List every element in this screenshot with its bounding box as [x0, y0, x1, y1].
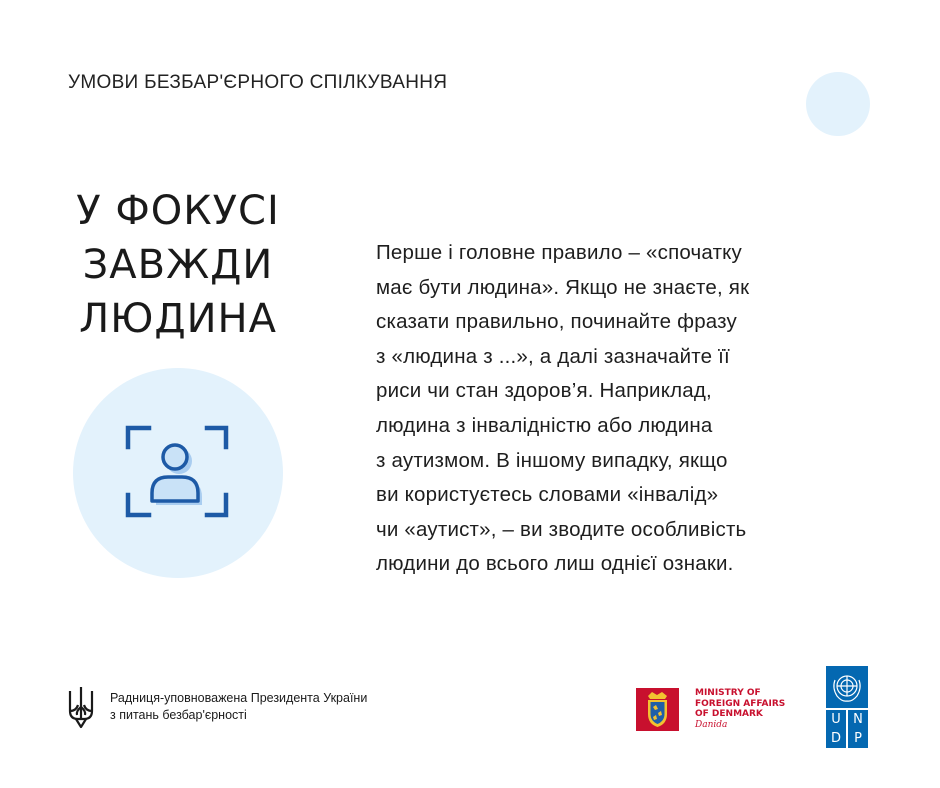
body-line: з аутизмом. В іншому випадку, якщо	[376, 448, 728, 472]
un-emblem-icon	[826, 666, 868, 708]
body-line: чи «аутист», – ви зводите особливість	[376, 517, 747, 541]
organization-name	[110, 690, 367, 724]
organization-line-1: Радниця-уповноважена Президента України	[110, 691, 368, 705]
body-line: сказати правильно, починайте фразу	[376, 310, 737, 334]
denmark-mfa-logo	[636, 688, 785, 731]
person-focus-icon	[123, 423, 233, 523]
body-line: з «людина з ...», а далі зазначайте її	[376, 344, 730, 368]
title-line-2: ЗАВЖДИ	[82, 242, 274, 288]
denmark-line-2: FOREIGN AFFAIRS	[695, 698, 786, 709]
organization-line-2: з питань безбар'єрності	[110, 708, 247, 722]
icon-badge	[73, 368, 283, 578]
body-line: Перше і головне правило – «спочатку	[376, 241, 743, 264]
page-title	[40, 184, 316, 346]
decorative-circle	[806, 72, 870, 136]
danida-label: Danida	[695, 719, 728, 730]
trident-icon	[66, 685, 96, 729]
denmark-mfa-name	[695, 688, 785, 730]
undp-logo	[826, 666, 868, 748]
body-line: риси чи стан здоров’я. Наприклад,	[376, 379, 712, 403]
denmark-line-1: MINISTRY OF	[695, 688, 761, 698]
body-line: ви користуєтесь словами «інвалід»	[376, 483, 719, 507]
undp-letter-d: D	[826, 729, 846, 748]
undp-letter-n: N	[848, 710, 868, 729]
body-line: людина з інвалідністю або людина	[376, 413, 713, 437]
denmark-crest-icon	[636, 688, 679, 731]
title-line-1: У ФОКУСІ	[76, 188, 280, 234]
footer-organization	[66, 684, 367, 730]
body-line: людини до всього лиш однієї ознаки.	[376, 552, 734, 576]
body-paragraph	[376, 236, 856, 582]
undp-letter-p: P	[848, 729, 868, 748]
undp-letter-u: U	[826, 710, 846, 729]
body-line: має бути людина». Якщо не знаєте, як	[376, 275, 750, 299]
page-header: УМОВИ БЕЗБАР'ЄРНОГО СПІЛКУВАННЯ	[68, 72, 448, 93]
denmark-line-3: OF DENMARK	[695, 709, 763, 719]
title-line-3: ЛЮДИНА	[79, 296, 277, 342]
